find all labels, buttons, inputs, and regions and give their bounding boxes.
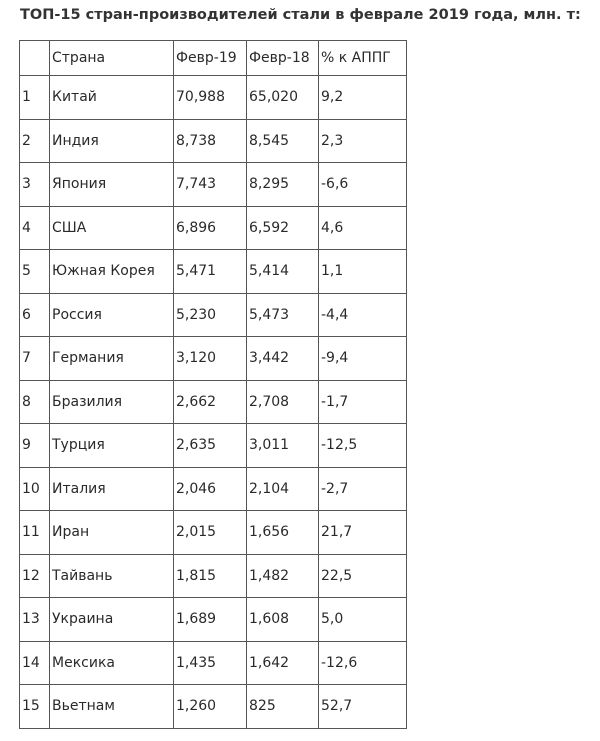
rank-cell: 3 bbox=[20, 163, 50, 207]
rank-cell: 9 bbox=[20, 424, 50, 468]
country-cell: Тайвань bbox=[50, 554, 174, 598]
feb18-cell: 8,545 bbox=[247, 119, 319, 163]
feb19-cell: 70,988 bbox=[174, 76, 247, 120]
table-row bbox=[20, 685, 407, 729]
table-row bbox=[20, 163, 407, 207]
header-cell-feb18: Февр-18 bbox=[247, 41, 319, 76]
rank-cell: 1 bbox=[20, 76, 50, 120]
rank-cell: 6 bbox=[20, 293, 50, 337]
table-row bbox=[20, 467, 407, 511]
feb18-cell: 6,592 bbox=[247, 206, 319, 250]
feb18-cell: 3,442 bbox=[247, 337, 319, 381]
country-cell: Россия bbox=[50, 293, 174, 337]
header-cell-rank bbox=[20, 41, 50, 76]
feb18-cell: 825 bbox=[247, 685, 319, 729]
feb19-cell: 8,738 bbox=[174, 119, 247, 163]
steel-production-table bbox=[19, 40, 407, 729]
feb19-cell: 2,046 bbox=[174, 467, 247, 511]
feb19-cell: 1,689 bbox=[174, 598, 247, 642]
rank-cell: 10 bbox=[20, 467, 50, 511]
yoy-percent-cell: 2,3 bbox=[319, 119, 407, 163]
yoy-percent-cell: 4,6 bbox=[319, 206, 407, 250]
table-row bbox=[20, 380, 407, 424]
table-row bbox=[20, 424, 407, 468]
table-row bbox=[20, 250, 407, 294]
rank-cell: 7 bbox=[20, 337, 50, 381]
table-row bbox=[20, 641, 407, 685]
table-header-row bbox=[20, 41, 407, 76]
country-cell: Германия bbox=[50, 337, 174, 381]
rank-cell: 8 bbox=[20, 380, 50, 424]
feb19-cell: 2,635 bbox=[174, 424, 247, 468]
feb18-cell: 1,656 bbox=[247, 511, 319, 555]
yoy-percent-cell: -12,6 bbox=[319, 641, 407, 685]
feb19-cell: 2,662 bbox=[174, 380, 247, 424]
rank-cell: 12 bbox=[20, 554, 50, 598]
feb18-cell: 65,020 bbox=[247, 76, 319, 120]
yoy-percent-cell: 1,1 bbox=[319, 250, 407, 294]
feb19-cell: 7,743 bbox=[174, 163, 247, 207]
yoy-percent-cell: 52,7 bbox=[319, 685, 407, 729]
table-row bbox=[20, 293, 407, 337]
rank-cell: 4 bbox=[20, 206, 50, 250]
feb18-cell: 2,708 bbox=[247, 380, 319, 424]
feb19-cell: 1,435 bbox=[174, 641, 247, 685]
yoy-percent-cell: -2,7 bbox=[319, 467, 407, 511]
table-row bbox=[20, 554, 407, 598]
rank-cell: 15 bbox=[20, 685, 50, 729]
yoy-percent-cell: -9,4 bbox=[319, 337, 407, 381]
feb18-cell: 5,473 bbox=[247, 293, 319, 337]
feb19-cell: 3,120 bbox=[174, 337, 247, 381]
feb19-cell: 6,896 bbox=[174, 206, 247, 250]
yoy-percent-cell: 22,5 bbox=[319, 554, 407, 598]
rank-cell: 11 bbox=[20, 511, 50, 555]
country-cell: США bbox=[50, 206, 174, 250]
feb19-cell: 2,015 bbox=[174, 511, 247, 555]
feb18-cell: 3,011 bbox=[247, 424, 319, 468]
yoy-percent-cell: -12,5 bbox=[319, 424, 407, 468]
yoy-percent-cell: -6,6 bbox=[319, 163, 407, 207]
table-row bbox=[20, 598, 407, 642]
yoy-percent-cell: -4,4 bbox=[319, 293, 407, 337]
rank-cell: 14 bbox=[20, 641, 50, 685]
rank-cell: 2 bbox=[20, 119, 50, 163]
yoy-percent-cell: -1,7 bbox=[319, 380, 407, 424]
country-cell: Бразилия bbox=[50, 380, 174, 424]
country-cell: Япония bbox=[50, 163, 174, 207]
feb19-cell: 1,815 bbox=[174, 554, 247, 598]
header-cell-feb19: Февр-19 bbox=[174, 41, 247, 76]
table-row bbox=[20, 119, 407, 163]
page-title: ТОП-15 стран-производителей стали в феврале 2019 года, млн. т: bbox=[20, 7, 581, 23]
table-row bbox=[20, 76, 407, 120]
yoy-percent-cell: 21,7 bbox=[319, 511, 407, 555]
country-cell: Китай bbox=[50, 76, 174, 120]
country-cell: Индия bbox=[50, 119, 174, 163]
table-row bbox=[20, 511, 407, 555]
feb18-cell: 2,104 bbox=[247, 467, 319, 511]
feb18-cell: 8,295 bbox=[247, 163, 319, 207]
header-cell-yoy-percent: % к АППГ bbox=[319, 41, 407, 76]
rank-cell: 5 bbox=[20, 250, 50, 294]
country-cell: Иран bbox=[50, 511, 174, 555]
feb18-cell: 5,414 bbox=[247, 250, 319, 294]
feb19-cell: 5,230 bbox=[174, 293, 247, 337]
feb18-cell: 1,642 bbox=[247, 641, 319, 685]
country-cell: Южная Корея bbox=[50, 250, 174, 294]
country-cell: Вьетнам bbox=[50, 685, 174, 729]
feb18-cell: 1,482 bbox=[247, 554, 319, 598]
table-row bbox=[20, 206, 407, 250]
yoy-percent-cell: 9,2 bbox=[319, 76, 407, 120]
feb19-cell: 1,260 bbox=[174, 685, 247, 729]
country-cell: Турция bbox=[50, 424, 174, 468]
country-cell: Италия bbox=[50, 467, 174, 511]
feb18-cell: 1,608 bbox=[247, 598, 319, 642]
feb19-cell: 5,471 bbox=[174, 250, 247, 294]
rank-cell: 13 bbox=[20, 598, 50, 642]
table-row bbox=[20, 337, 407, 381]
country-cell: Украина bbox=[50, 598, 174, 642]
header-cell-country: Страна bbox=[50, 41, 174, 76]
country-cell: Мексика bbox=[50, 641, 174, 685]
yoy-percent-cell: 5,0 bbox=[319, 598, 407, 642]
